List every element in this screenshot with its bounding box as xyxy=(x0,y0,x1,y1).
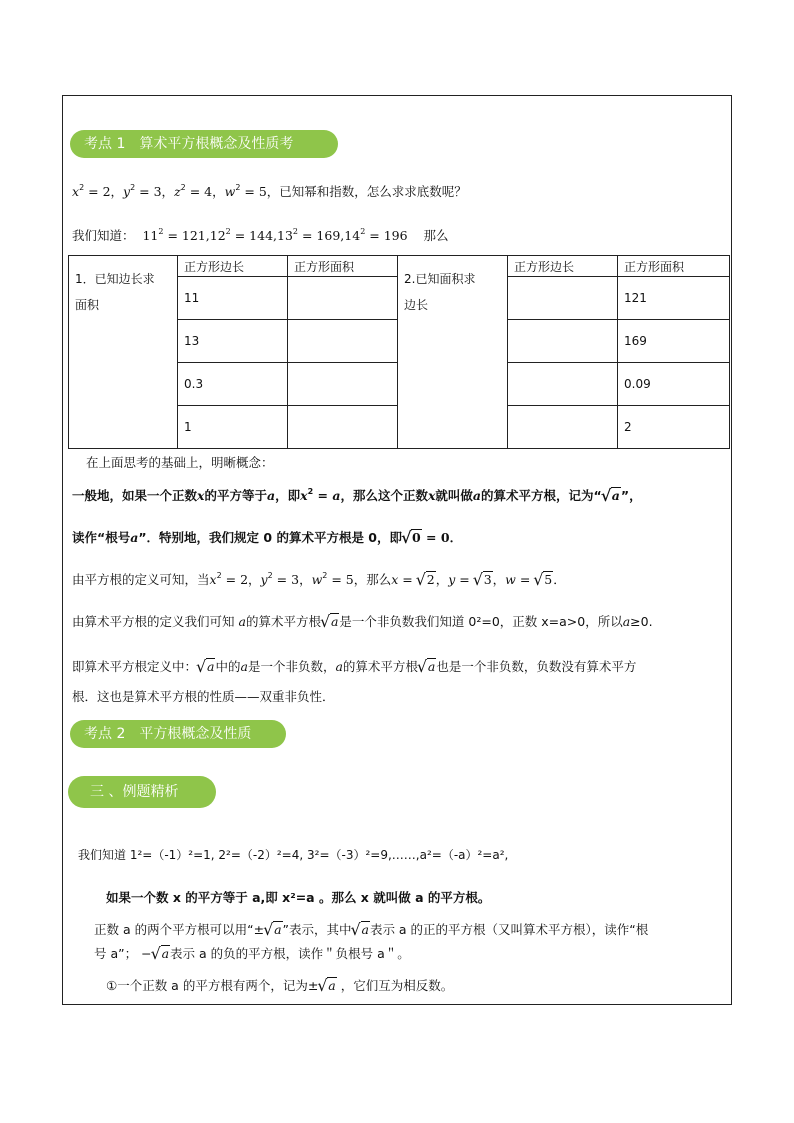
header-side-left: 正方形边长 xyxy=(178,256,288,277)
side-cell: 1 xyxy=(178,406,288,449)
notation-line-1: 正数 a 的两个平方根可以用“±√ a”表示，其中√ a表示 a 的正的平方根（又叫算术平方根），读作“根 xyxy=(94,920,648,938)
area-answer-cell xyxy=(288,363,398,406)
definition-line: 一般地，如果一个正数x的平方等于a，即$x^2 = a$，那么这个正数x就叫做a的算术平方根，记为“√ a”， xyxy=(72,486,642,504)
header-area-right: 正方形面积 xyxy=(618,256,730,277)
side-cell: 11 xyxy=(178,277,288,320)
dual-line-1: 即算术平方根定义中：√ a中的a是一个非负数，a的算术平方根√ a也是一个非负数，负数没有算术平方 xyxy=(72,657,636,675)
area-answer-cell xyxy=(288,320,398,363)
think-line: 在上面思考的基础上，明晰概念： xyxy=(86,455,274,470)
dual-line-2: 根．这也是算术平方根的性质——双重非负性． xyxy=(72,689,335,704)
area-answer-cell xyxy=(288,406,398,449)
area-cell: 121 xyxy=(618,277,730,320)
header-side-right: 正方形边长 xyxy=(508,256,618,277)
area-answer-cell xyxy=(288,277,398,320)
side-answer-cell xyxy=(508,406,618,449)
area-cell: 0.09 xyxy=(618,363,730,406)
side-answer-cell xyxy=(508,320,618,363)
equations-line: $x^2 = 2$，$y^2 = 3$，$z^2 = 4$，$w^2 = 5$，已知幂和指数，怎么求求底数呢？ xyxy=(72,183,467,199)
derivation-line: 由平方根的定义可知，当$x^2 = 2$，$y^2 = 3$，$w^2 = 5$，那么x = √ 2，y = √ 3，w = √ 5． xyxy=(72,570,566,588)
nonnegative-line: 由算术平方根的定义我们可知 a的算术平方根√ a是一个非负数我们知道 0²=0，正数 x=a>0，所以a≥0. xyxy=(72,612,653,630)
area-cell: 2 xyxy=(618,406,730,449)
side-answer-cell xyxy=(508,277,618,320)
side-cell: 13 xyxy=(178,320,288,363)
section-badge-3: 三 、例题精析 xyxy=(68,776,216,808)
square-root-intro: 我们知道 1²=（-1）²=1, 2²=（-2）²=4, 3²=（-3）²=9,……,a²=（-a）²=a², xyxy=(78,848,509,862)
left-task-label: 1．已知边长求 面积 xyxy=(69,256,178,449)
square-root-definition: 如果一个数 x 的平方等于 a,即 x²=a 。那么 x 就叫做 a 的平方根。 xyxy=(106,890,491,905)
area-cell: 169 xyxy=(618,320,730,363)
reading-line: 读作“根号a”．特别地，我们规定 0 的算术平方根是 0，即√ 0 = 0． xyxy=(72,528,462,546)
notation-line-2: 号 a”； −√ a表示 a 的负的平方根，读作＂负根号 a＂。 xyxy=(94,944,410,962)
header-area-left: 正方形面积 xyxy=(288,256,398,277)
section-badge-2: 考点 2 平方根概念及性质 xyxy=(70,720,286,748)
square-table xyxy=(68,255,730,449)
side-answer-cell xyxy=(508,363,618,406)
right-task-label: 2.已知面积求 边长 xyxy=(398,256,508,449)
known-squares-line: 我们知道： $11^2 = 121,12^2 = 144,13^2 = 169,14^2 = 196$ 那么 xyxy=(72,227,449,243)
property-line-1: ①一个正数 a 的平方根有两个，记为±√ a ，它们互为相反数。 xyxy=(106,976,453,994)
side-cell: 0.3 xyxy=(178,363,288,406)
section-badge-1: 考点 1 算术平方根概念及性质考 xyxy=(70,130,338,158)
